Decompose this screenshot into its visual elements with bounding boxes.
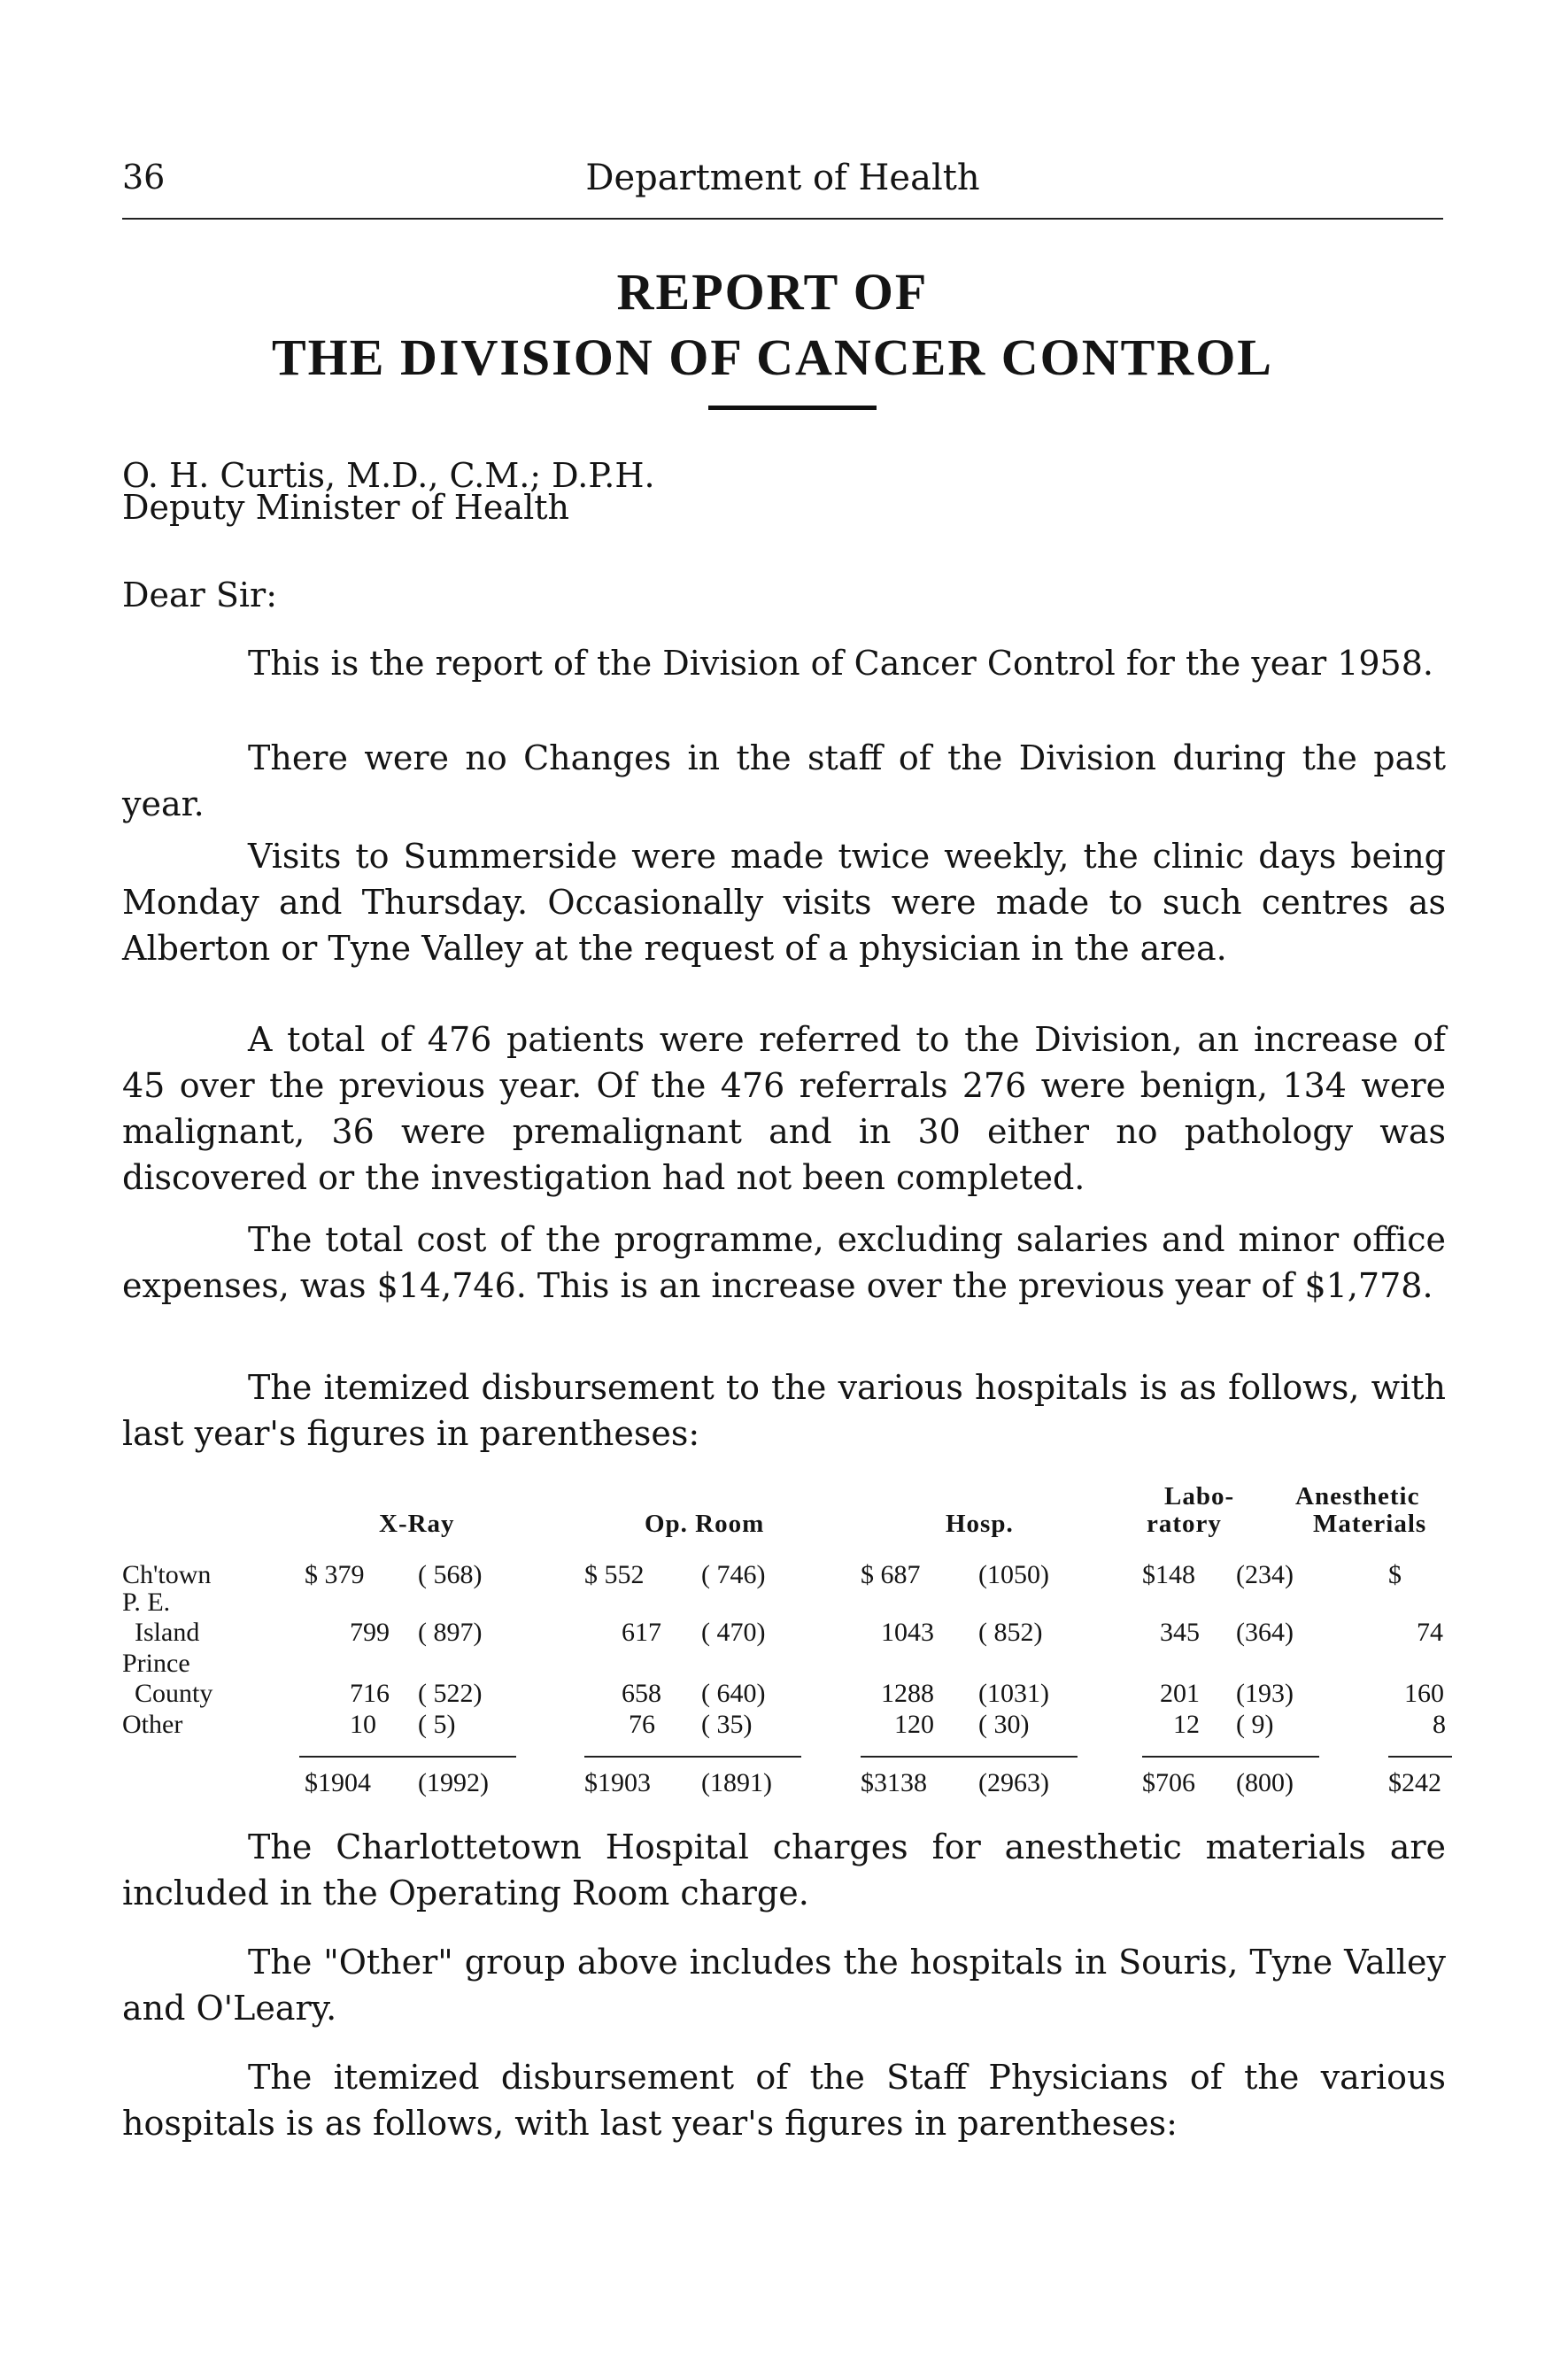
cell-xray: 799	[350, 1618, 390, 1647]
cell-lab-prev: (193)	[1236, 1679, 1294, 1708]
cell-anesthetic: $	[1388, 1560, 1402, 1589]
paragraph-1: This is the report of the Division of Cancer Control for the year 1958.	[248, 644, 1433, 683]
cell-lab: 12	[1173, 1710, 1200, 1739]
cell-anesthetic: 160	[1404, 1679, 1444, 1708]
row-label: Prince	[122, 1649, 190, 1678]
header-lab-line1: Labo-	[1164, 1482, 1235, 1511]
row-label-cont: County	[135, 1679, 213, 1708]
cell-xray: $ 379	[305, 1560, 365, 1589]
cell-xray: 10	[350, 1710, 376, 1739]
header-lab-line2: ratory	[1147, 1510, 1222, 1538]
row-label: P. E.	[122, 1588, 171, 1617]
cell-xray-prev: ( 522)	[418, 1679, 483, 1708]
cell-oproom-prev: ( 746)	[701, 1560, 766, 1589]
addressee-name: O. H. Curtis, M.D., C.M.; D.P.H.	[122, 456, 655, 495]
addressee-role: Deputy Minister of Health	[122, 488, 569, 527]
page-number: 36	[122, 158, 166, 197]
running-head	[122, 158, 1443, 211]
paragraph-5: The total cost of the programme, excluding salaries and minor office expenses, was $14,746. This is an increase over the previous year of $1,778.	[122, 1220, 1446, 1305]
cell-xray: 716	[350, 1679, 390, 1708]
report-title-line1: REPORT OF	[616, 263, 929, 321]
total-xray-prev: (1992)	[418, 1768, 489, 1797]
total-oproom: $1903	[584, 1768, 651, 1797]
paragraph-anesthetic-note: The Charlottetown Hospital charges for anesthetic materials are included in the Operating Room charge.	[122, 1828, 1446, 1912]
title-rule	[708, 406, 877, 410]
cell-oproom: 617	[622, 1618, 661, 1647]
cell-xray-prev: ( 568)	[418, 1560, 483, 1589]
paragraph-2: There were no Changes in the staff of the Division during the past year.	[122, 738, 1446, 823]
cell-oproom-prev: ( 470)	[701, 1618, 766, 1647]
row-label: Ch'town	[122, 1560, 212, 1589]
paragraph-other-note: The "Other" group above includes the hospitals in Souris, Tyne Valley and O'Leary.	[122, 1943, 1446, 2028]
total-hosp-prev: (2963)	[978, 1768, 1049, 1797]
cell-xray-prev: ( 5)	[418, 1710, 456, 1739]
cell-hosp-prev: ( 30)	[978, 1710, 1030, 1739]
header-anesthetic-line1: Anesthetic	[1295, 1482, 1420, 1511]
header-anesthetic-line2: Materials	[1313, 1510, 1427, 1538]
cell-oproom: 658	[622, 1679, 661, 1708]
cell-hosp: $ 687	[861, 1560, 921, 1589]
total-rule-oproom	[584, 1756, 801, 1758]
report-title-line2: THE DIVISION OF CANCER CONTROL	[272, 328, 1273, 386]
total-rule-xray	[299, 1756, 516, 1758]
cell-lab-prev: (364)	[1236, 1618, 1294, 1647]
total-oproom-prev: (1891)	[701, 1768, 772, 1797]
paragraph-staff-physicians: The itemized disbursement of the Staff Physicians of the various hospitals is as follows, with last year's figures in parentheses:	[122, 2058, 1446, 2143]
total-lab-prev: (800)	[1236, 1768, 1294, 1797]
cell-oproom: 76	[629, 1710, 655, 1739]
cell-hosp: 1288	[881, 1679, 934, 1708]
header-rule	[122, 218, 1443, 220]
paragraph-6: The itemized disbursement to the various hospitals is as follows, with last year's figures in parentheses:	[122, 1368, 1446, 1453]
cell-hosp: 120	[894, 1710, 934, 1739]
total-xray: $1904	[305, 1768, 371, 1797]
total-rule-lab	[1142, 1756, 1319, 1758]
row-label-cont: Island	[135, 1618, 200, 1647]
paragraph-4: A total of 476 patients were referred to the Division, an increase of 45 over the previous year. Of the 476 referrals 276 were benign, 134 were malignant, 36 were premalignant and in 30 either no pathology was discovered or the investigation had not been completed.	[122, 1020, 1446, 1197]
cell-lab: 345	[1160, 1618, 1200, 1647]
header-hosp: Hosp.	[946, 1510, 1014, 1538]
cell-lab: 201	[1160, 1679, 1200, 1708]
cell-hosp-prev: (1031)	[978, 1679, 1049, 1708]
cell-lab: $148	[1142, 1560, 1195, 1589]
total-anesthetic: $242	[1388, 1768, 1441, 1797]
paragraph-3: Visits to Summerside were made twice weekly, the clinic days being Monday and Thursday. Occasionally visits were made to such centres as Alberton or Tyne Valley at the request of a physician in the area.	[122, 837, 1446, 968]
row-label: Other	[122, 1710, 183, 1739]
total-rule-anesthetic	[1388, 1756, 1452, 1758]
cell-oproom-prev: ( 35)	[701, 1710, 753, 1739]
total-lab: $706	[1142, 1768, 1195, 1797]
cell-anesthetic: 74	[1417, 1618, 1443, 1647]
cell-xray-prev: ( 897)	[418, 1618, 483, 1647]
cell-hosp-prev: ( 852)	[978, 1618, 1043, 1647]
cell-anesthetic: 8	[1433, 1710, 1446, 1739]
header-xray: X-Ray	[379, 1510, 455, 1538]
cell-lab-prev: ( 9)	[1236, 1710, 1274, 1739]
salutation: Dear Sir:	[122, 576, 278, 614]
header-oproom: Op. Room	[645, 1510, 765, 1538]
cell-hosp: 1043	[881, 1618, 934, 1647]
running-head-title: Department of Health	[585, 158, 980, 198]
cell-lab-prev: (234)	[1236, 1560, 1294, 1589]
total-hosp: $3138	[861, 1768, 927, 1797]
total-rule-hosp	[861, 1756, 1078, 1758]
cell-oproom-prev: ( 640)	[701, 1679, 766, 1708]
cell-oproom: $ 552	[584, 1560, 645, 1589]
cell-hosp-prev: (1050)	[978, 1560, 1049, 1589]
